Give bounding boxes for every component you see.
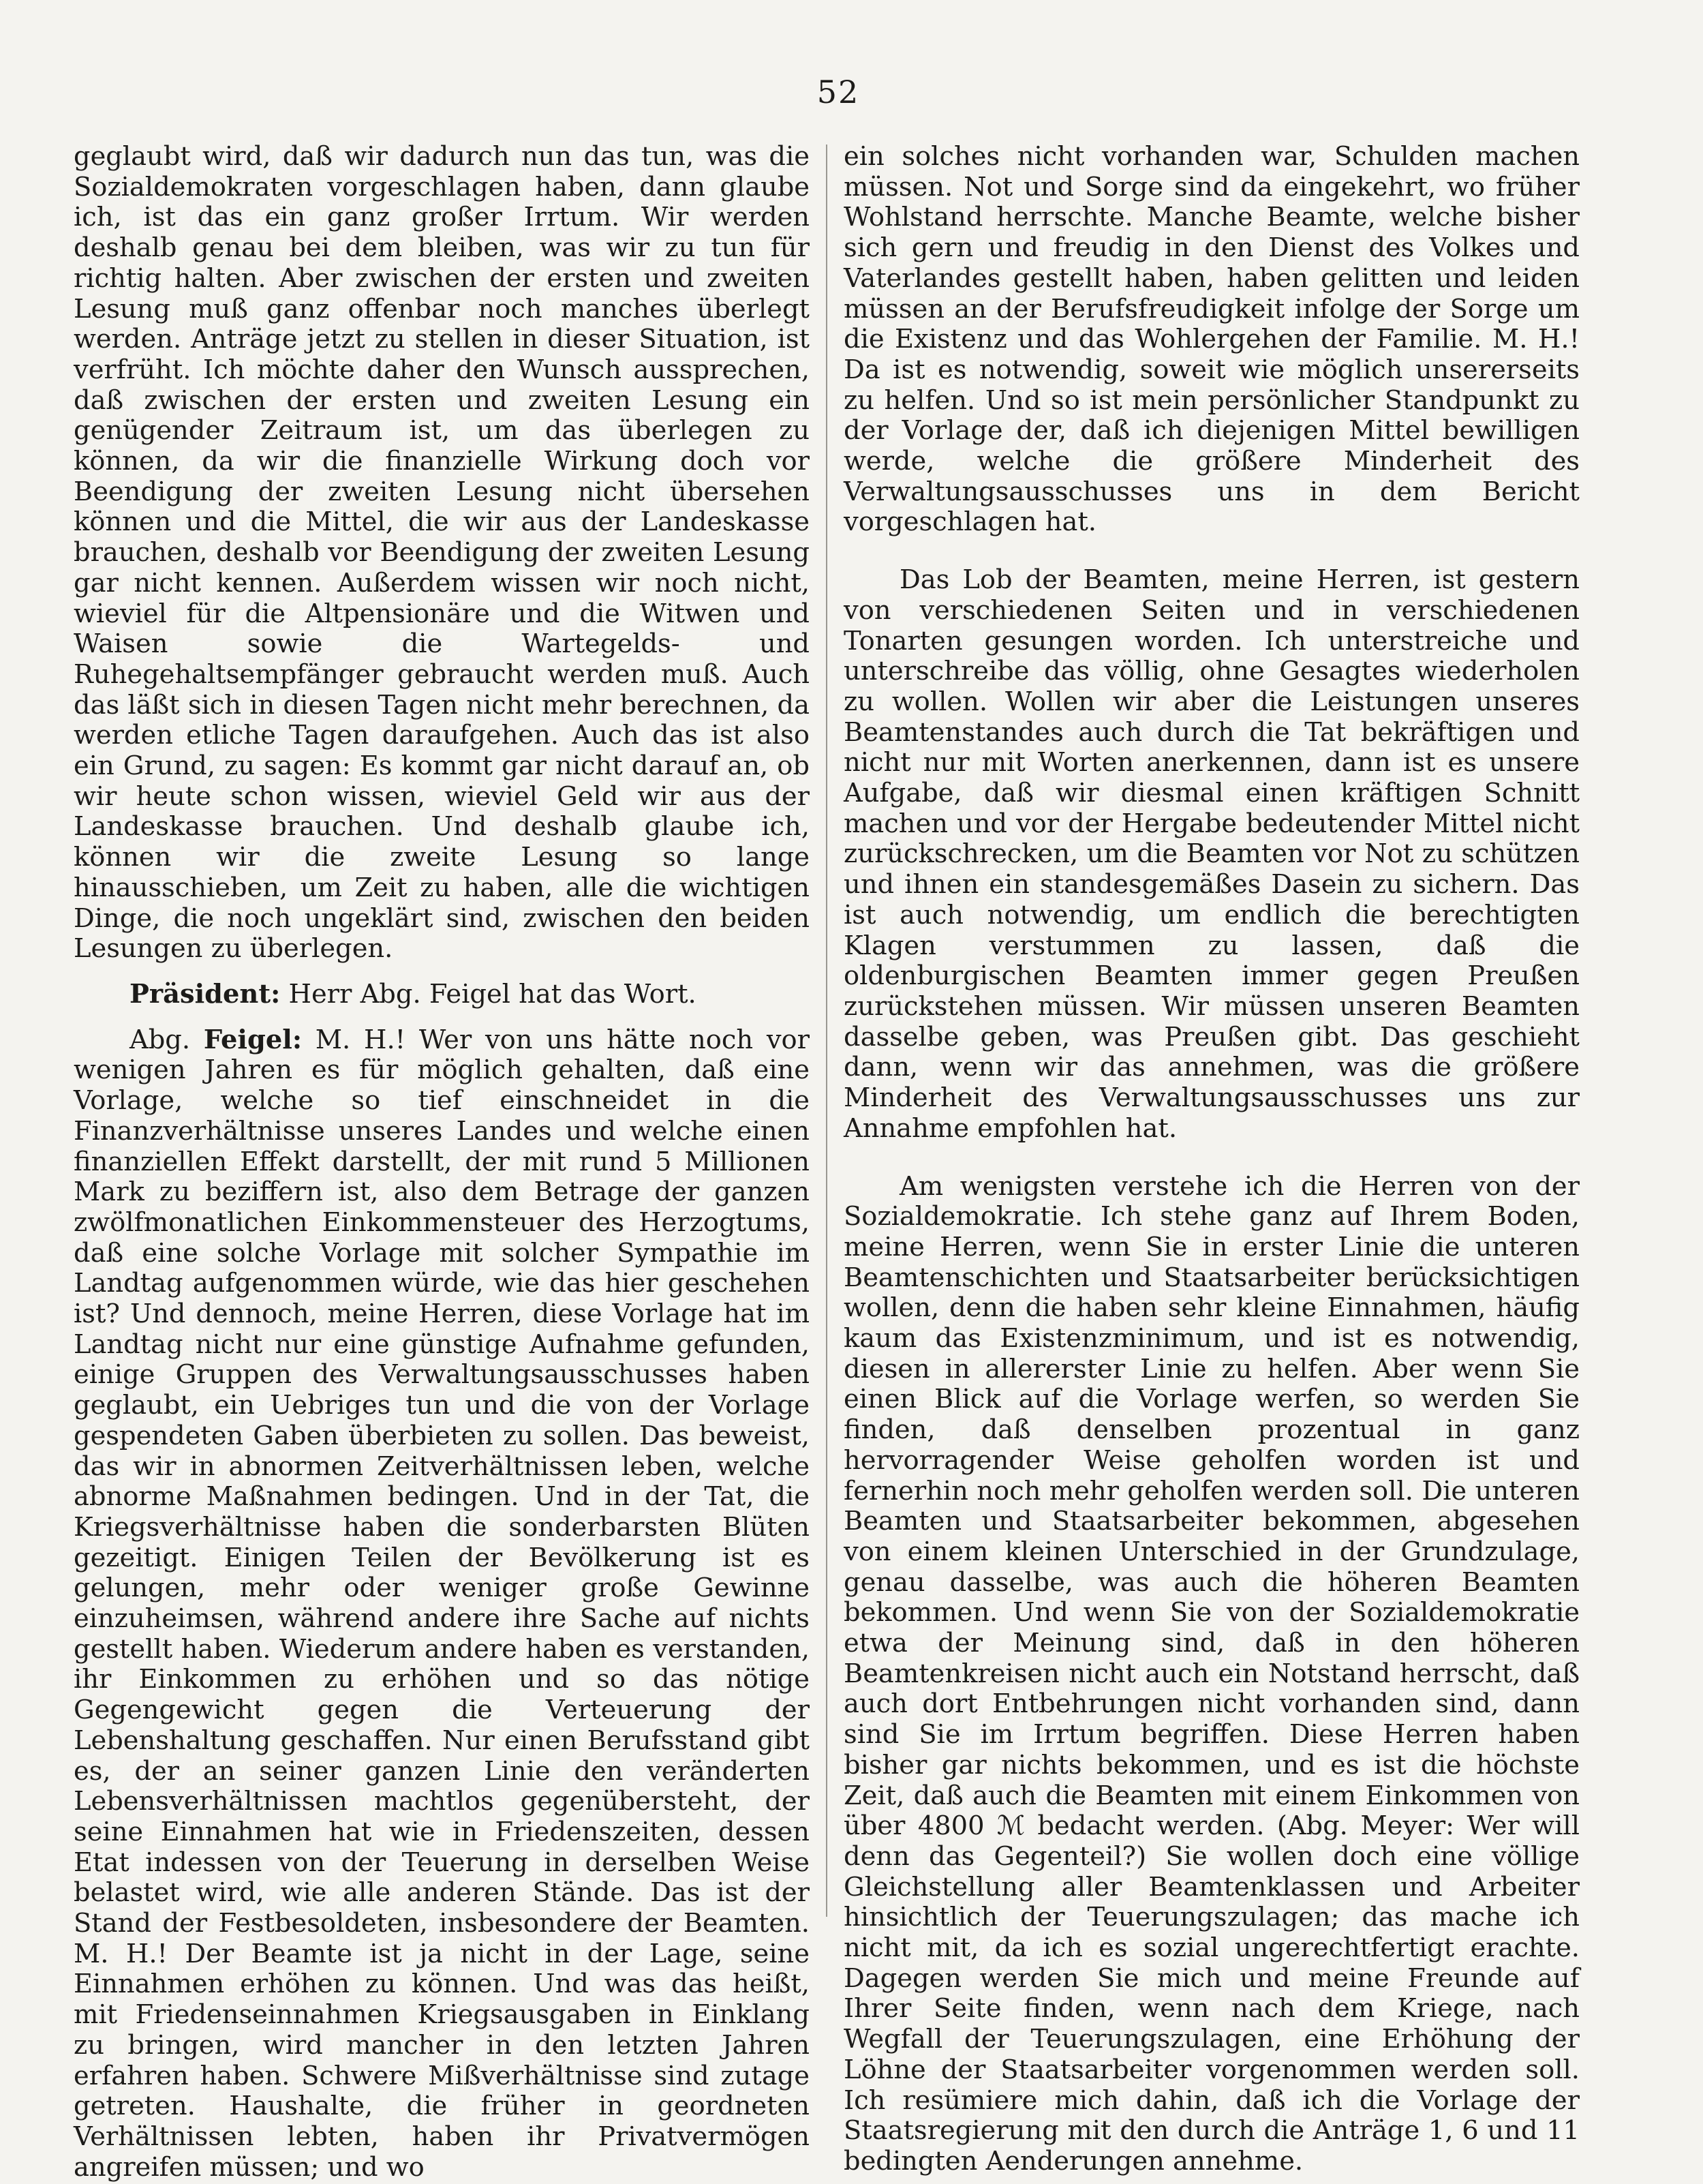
president-statement: Herr Abg. Feigel hat das Wort.: [280, 978, 696, 1010]
right-column: [844, 141, 1580, 2177]
paragraph-sozialdemokratie: Am wenigsten verstehe ich die Herren von der Sozialdemokratie. Ich stehe ganz auf Ihrem Boden, meine Herren, wenn Sie in erster Linie die unteren Beamtenschichten und Staatsarbeiter berücksichtigen wollen, denn die haben sehr kleine Einnahmen, häufig kaum das Existenzminimum, und ist es notwendig, diesen in allererster Linie zu helfen. Aber wenn Sie einen Blick auf die Vorlage werfen, so werden Sie finden, daß denselben prozentual in ganz hervorragender Weise geholfen worden ist und fernerhin noch mehr geholfen werden soll. Die unteren Beamten und Staatsarbeiter bekommen, abgesehen von einem kleinen Unterschied in der Grundzulage, genau dasselbe, was auch die höheren Beamten bekommen. Und wenn Sie von der Sozialdemokratie etwa der Meinung sind, daß in den höheren Beamtenkreisen nicht auch ein Notstand herrscht, daß auch dort Entbehrungen nicht vorhanden sind, dann sind Sie im Irrtum begriffen. Diese Herren haben bisher gar nichts bekommen, und es ist die höchste Zeit, daß auch die Beamten mit einem Einkommen von über 4800 ℳ bedacht werden. (Abg. Meyer: Wer will denn das Gegenteil?) Sie wollen doch eine völlige Gleichstellung aller Beamtenklassen und Arbeiter hinsichtlich der Teuerungszulagen; das mache ich nicht mit, da ich es sozial ungerechtfertigt erachte. Dagegen werden Sie mich und meine Freunde auf Ihrer Seite finden, wenn nach dem Kriege, nach Wegfall der Teuerungszulagen, eine Erhöhung der Löhne der Staatsarbeiter vorgenommen werden soll. Ich resümiere mich dahin, daß ich die Vorlage der Staatsregierung mit den durch die Anträge 1, 6 und 11 bedingten Aenderungen annehme.: [844, 1170, 1580, 2177]
page-number: 52: [816, 74, 860, 110]
speaker-feigel: Feigel:: [203, 1024, 303, 1055]
speaker-president: Präsident:: [129, 978, 281, 1010]
left-column: [74, 141, 810, 2183]
feigel-speech: M. H.! Wer von uns hätte noch vor wenigen Jahren es für möglich gehalten, daß eine Vorlage, welche so tief einschneidet in die Finanzverhältnisse unseres Landes und welche einen finanziellen Effekt darstellt, der mit rund 5 Millionen Mark zu beziffern ist, also dem Betrage der ganzen zwölfmonatlichen Einkommensteuer des Herzogtums, daß eine solche Vorlage mit solcher Sympathie im Landtag aufgenommen würde, wie das hier geschehen ist? Und dennoch, meine Herren, diese Vorlage hat im Landtag nicht nur eine günstige Aufnahme gefunden, einige Gruppen des Verwaltungsausschusses haben geglaubt, ein Uebriges tun und die von der Vorlage gespendeten Gaben überbieten zu sollen. Das beweist, das wir in abnormen Zeitverhältnissen leben, welche abnorme Maßnahmen bedingen. Und in der Tat, die Kriegsverhältnisse haben die sonderbarsten Blüten gezeitigt. Einigen Teilen der Bevölkerung ist es gelungen, mehr oder weniger große Gewinne einzuheimsen, während andere ihre Sache auf nichts gestellt haben. Wiederum andere haben es verstanden, ihr Einkommen zu erhöhen und so das nötige Gegengewicht gegen die Verteuerung der Lebenshaltung geschaffen. Nur einen Berufsstand gibt es, der an seiner ganzen Linie den veränderten Lebensverhältnissen machtlos gegenübersteht, der seine Einnahmen hat wie in Friedenszeiten, dessen Etat indessen von der Teuerung in derselben Weise belastet wird, wie alle anderen Stände. Das ist der Stand der Festbesoldeten, insbesondere der Beamten. M. H.! Der Beamte ist ja nicht in der Lage, seine Einnahmen erhöhen zu können. Und was das heißt, mit Friedenseinnahmen Kriegsausgaben in Einklang zu bringen, wird mancher in den letzten Jahren erfahren haben. Schwere Mißverhältnisse sind zutage getreten. Haushalte, die früher in geordneten Verhältnissen lebten, haben ihr Privatvermögen angreifen müssen; und wo: [74, 1024, 810, 2183]
paragraph-continuation: geglaubt wird, daß wir dadurch nun das tun, was die Sozialdemokraten vorgeschlagen haben, dann glaube ich, ist das ein ganz großer Irrtum. Wir werden deshalb genau bei dem bleiben, was wir zu tun für richtig halten. Aber zwischen der ersten und zweiten Lesung muß ganz offenbar noch manches überlegt werden. Anträge jetzt zu stellen in dieser Situation, ist verfrüht. Ich möchte daher den Wunsch aussprechen, daß zwischen der ersten und zweiten Lesung ein genügender Zeitraum ist, um das überlegen zu können, da wir die finanzielle Wirkung doch vor Beendigung der zweiten Lesung nicht übersehen können und die Mittel, die wir aus der Landeskasse brauchen, deshalb vor Beendigung der zweiten Lesung gar nicht kennen. Außerdem wissen wir noch nicht, wieviel für die Altpensionäre und die Witwen und Waisen sowie die Wartegelds- und Ruhegehaltsempfänger gebraucht werden muß. Auch das läßt sich in diesen Tagen nicht mehr berechnen, da werden etliche Tagen daraufgehen. Auch das ist also ein Grund, zu sagen: Es kommt gar nicht darauf an, ob wir heute schon wissen, wieviel Geld wir aus der Landeskasse brauchen. Und deshalb glaube ich, können wir die zweite Lesung so lange hinausschieben, um Zeit zu haben, alle die wichtigen Dinge, die noch ungeklärt sind, zwischen den beiden Lesungen zu überlegen.: [74, 141, 810, 965]
paragraph-president: [74, 980, 810, 1010]
column-divider: [826, 145, 827, 1917]
paragraph-beamten-lob: Das Lob der Beamten, meine Herren, ist gestern von verschiedenen Seiten und in verschiedenen Tonarten gesungen worden. Ich unterstreiche und unterschreibe das völlig, ohne Gesagtes wiederholen zu wollen. Wollen wir aber die Leistungen unseres Beamtenstandes auch durch die Tat bekräftigen und nicht nur mit Worten anerkennen, dann ist es unsere Aufgabe, daß wir diesmal einen kräftigen Schnitt machen und vor der Hergabe bedeutender Mittel nicht zurückschrecken, um die Beamten vor Not zu schützen und ihnen ein standesgemäßes Dasein zu sichern. Das ist auch notwendig, um endlich die berechtigten Klagen verstummen zu lassen, daß die oldenburgischen Beamten immer gegen Preußen zurückstehen müssen. Wir müssen unseren Beamten dasselbe geben, was Preußen gibt. Das geschieht dann, wenn wir das annehmen, was die größere Minderheit des Verwaltungsausschusses uns zur Annahme empfohlen hat.: [844, 564, 1580, 1144]
speaker-prefix: Abg.: [129, 1024, 204, 1055]
paragraph-continuation-right: ein solches nicht vorhanden war, Schulden machen müssen. Not und Sorge sind da eingekehrt, wo früher Wohlstand herrschte. Manche Beamte, welche bisher sich gern und freudig in den Dienst des Volkes und Vaterlandes gestellt haben, haben gelitten und leiden müssen an der Berufsfreudigkeit infolge der Sorge um die Existenz und das Wohlergehen der Familie. M. H.! Da ist es notwendig, soweit wie möglich unsererseits zu helfen. Und so ist mein persönlicher Standpunkt zu der Vorlage der, daß ich diejenigen Mittel bewilligen werde, welche die größere Minderheit des Verwaltungsausschusses uns in dem Bericht vorgeschlagen hat.: [844, 141, 1580, 538]
paragraph-feigel: [74, 1025, 810, 2183]
